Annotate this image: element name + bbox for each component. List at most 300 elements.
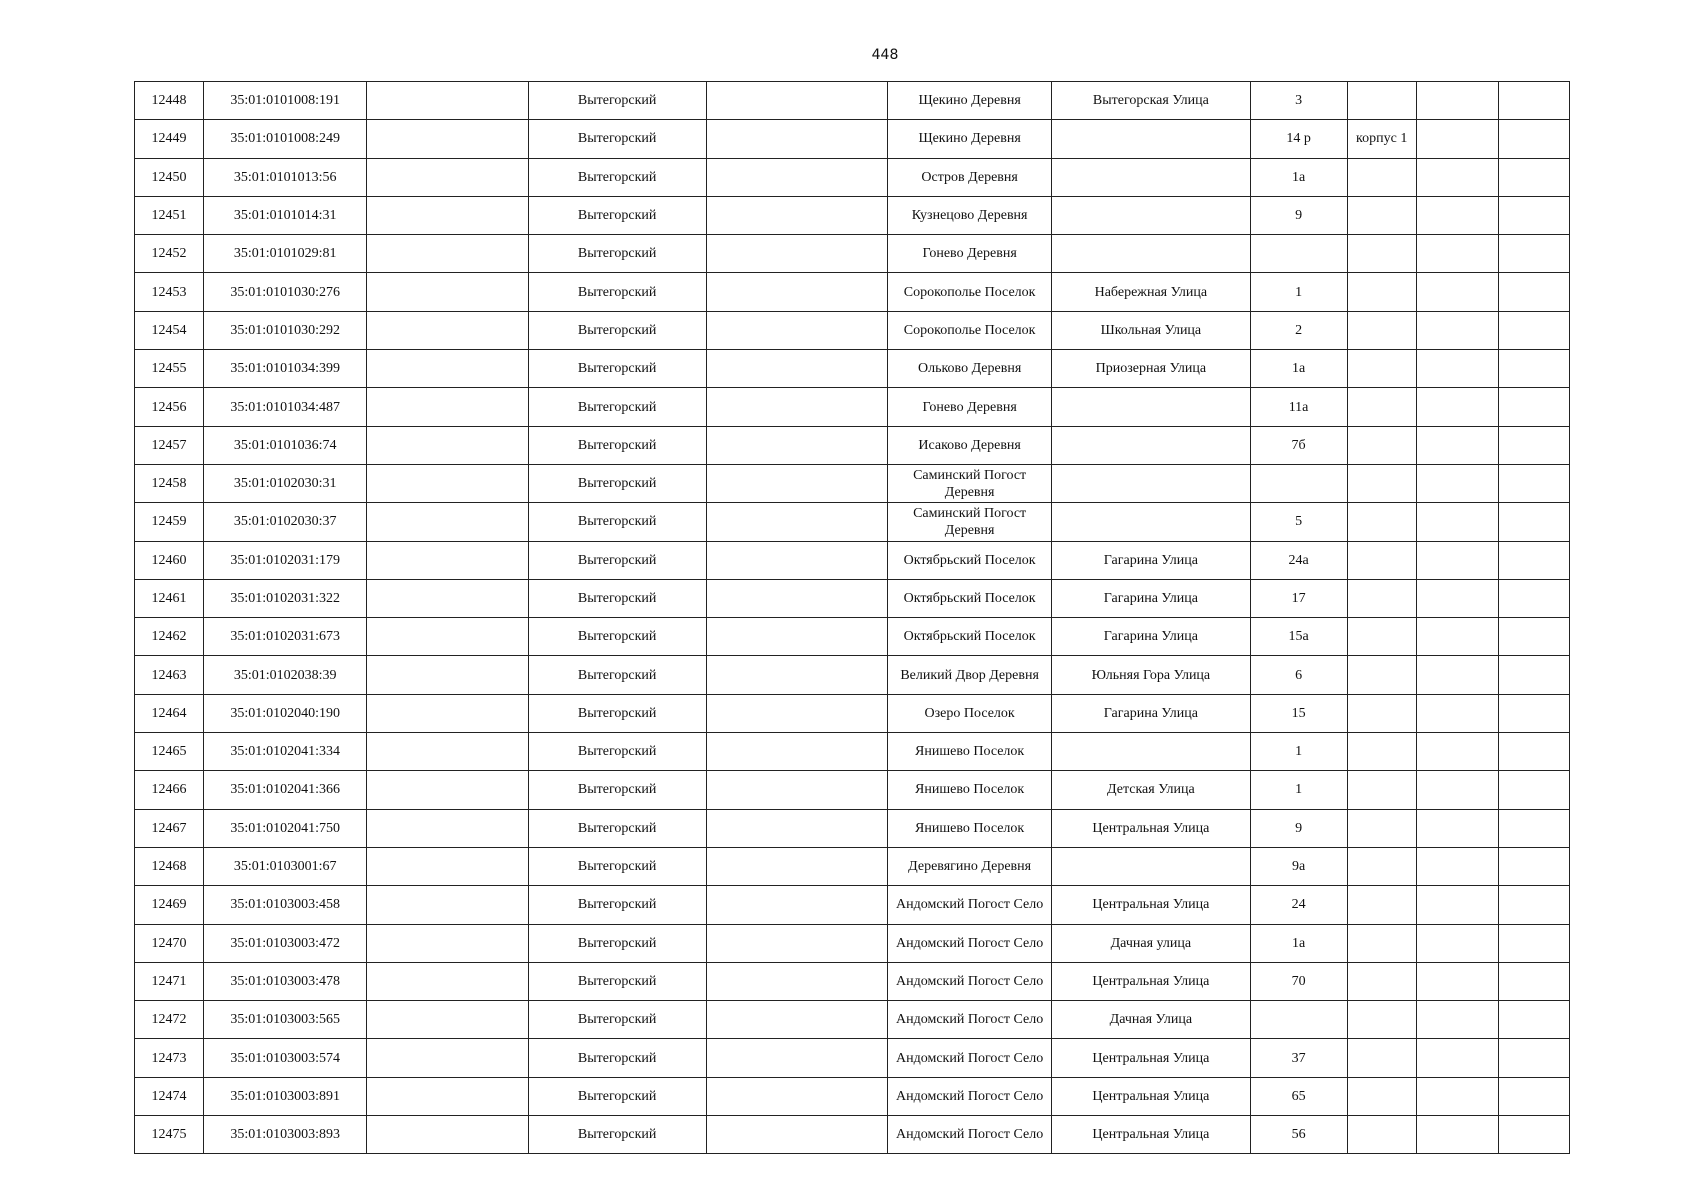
empty-cell — [1416, 656, 1498, 694]
cadastral-number-cell: 35:01:0103001:67 — [204, 847, 367, 885]
cadastral-number-cell: 35:01:0103003:565 — [204, 1001, 367, 1039]
empty-cell — [367, 82, 528, 120]
empty-cell — [1498, 809, 1569, 847]
empty-cell — [1416, 235, 1498, 273]
empty-cell — [367, 350, 528, 388]
row-number-cell: 12475 — [135, 1116, 204, 1154]
empty-cell — [1498, 388, 1569, 426]
empty-cell — [367, 273, 528, 311]
locality-cell: Гонево Деревня — [888, 388, 1052, 426]
district-cell: Вытегорский — [528, 886, 706, 924]
cadastral-number-cell: 35:01:0102041:334 — [204, 733, 367, 771]
locality-cell: Саминский Погост Деревня — [888, 503, 1052, 541]
district-cell: Вытегорский — [528, 694, 706, 732]
table-row — [135, 235, 1570, 273]
cadastral-number-cell: 35:01:0101030:292 — [204, 311, 367, 349]
street-cell — [1052, 733, 1250, 771]
district-cell: Вытегорский — [528, 541, 706, 579]
empty-cell — [1498, 350, 1569, 388]
empty-cell — [1416, 158, 1498, 196]
cadastral-number-cell: 35:01:0102031:322 — [204, 579, 367, 617]
house-number-cell: 6 — [1250, 656, 1347, 694]
street-cell — [1052, 196, 1250, 234]
table-row — [135, 82, 1570, 120]
empty-cell — [706, 924, 887, 962]
cadastral-number-cell: 35:01:0103003:891 — [204, 1077, 367, 1115]
empty-cell — [1498, 311, 1569, 349]
street-cell: Вытегорская Улица — [1052, 82, 1250, 120]
empty-cell — [1498, 618, 1569, 656]
row-number-cell: 12451 — [135, 196, 204, 234]
building-cell — [1347, 503, 1416, 541]
house-number-cell: 37 — [1250, 1039, 1347, 1077]
row-number-cell: 12463 — [135, 656, 204, 694]
locality-cell: Ольково Деревня — [888, 350, 1052, 388]
empty-cell — [1416, 1039, 1498, 1077]
empty-cell — [367, 388, 528, 426]
building-cell — [1347, 809, 1416, 847]
street-cell: Набережная Улица — [1052, 273, 1250, 311]
table-row — [135, 733, 1570, 771]
locality-cell: Андомский Погост Село — [888, 1077, 1052, 1115]
empty-cell — [1498, 235, 1569, 273]
empty-cell — [1416, 541, 1498, 579]
empty-cell — [1498, 1039, 1569, 1077]
locality-cell: Андомский Погост Село — [888, 1039, 1052, 1077]
locality-cell: Кузнецово Деревня — [888, 196, 1052, 234]
locality-cell: Андомский Погост Село — [888, 924, 1052, 962]
house-number-cell: 17 — [1250, 579, 1347, 617]
house-number-cell: 9 — [1250, 196, 1347, 234]
empty-cell — [367, 235, 528, 273]
empty-cell — [706, 273, 887, 311]
street-cell — [1052, 120, 1250, 158]
district-cell: Вытегорский — [528, 311, 706, 349]
district-cell: Вытегорский — [528, 426, 706, 464]
table-row — [135, 809, 1570, 847]
street-cell — [1052, 847, 1250, 885]
empty-cell — [1498, 847, 1569, 885]
house-number-cell: 11а — [1250, 388, 1347, 426]
cadastral-number-cell: 35:01:0103003:574 — [204, 1039, 367, 1077]
row-number-cell: 12467 — [135, 809, 204, 847]
locality-cell: Щекино Деревня — [888, 120, 1052, 158]
district-cell: Вытегорский — [528, 82, 706, 120]
locality-cell: Щекино Деревня — [888, 82, 1052, 120]
table-row — [135, 886, 1570, 924]
empty-cell — [1416, 1116, 1498, 1154]
empty-cell — [367, 120, 528, 158]
empty-cell — [706, 733, 887, 771]
table-row — [135, 120, 1570, 158]
empty-cell — [706, 82, 887, 120]
empty-cell — [367, 771, 528, 809]
building-cell — [1347, 311, 1416, 349]
empty-cell — [1498, 464, 1569, 502]
house-number-cell: 70 — [1250, 962, 1347, 1000]
empty-cell — [1498, 771, 1569, 809]
empty-cell — [706, 694, 887, 732]
street-cell: Гагарина Улица — [1052, 618, 1250, 656]
street-cell: Дачная улица — [1052, 924, 1250, 962]
empty-cell — [1416, 618, 1498, 656]
street-cell: Гагарина Улица — [1052, 694, 1250, 732]
building-cell — [1347, 886, 1416, 924]
empty-cell — [1498, 733, 1569, 771]
table-row — [135, 618, 1570, 656]
cadastral-number-cell: 35:01:0101013:56 — [204, 158, 367, 196]
empty-cell — [706, 847, 887, 885]
street-cell — [1052, 426, 1250, 464]
house-number-cell: 3 — [1250, 82, 1347, 120]
district-cell: Вытегорский — [528, 962, 706, 1000]
locality-cell: Андомский Погост Село — [888, 962, 1052, 1000]
locality-cell: Исаково Деревня — [888, 426, 1052, 464]
house-number-cell: 1 — [1250, 273, 1347, 311]
empty-cell — [706, 1116, 887, 1154]
row-number-cell: 12455 — [135, 350, 204, 388]
house-number-cell: 24а — [1250, 541, 1347, 579]
empty-cell — [706, 962, 887, 1000]
empty-cell — [706, 503, 887, 541]
cadastral-number-cell: 35:01:0101034:399 — [204, 350, 367, 388]
district-cell: Вытегорский — [528, 350, 706, 388]
empty-cell — [1498, 656, 1569, 694]
table-row — [135, 1001, 1570, 1039]
empty-cell — [1416, 196, 1498, 234]
empty-cell — [1416, 924, 1498, 962]
empty-cell — [367, 733, 528, 771]
building-cell — [1347, 196, 1416, 234]
cadastral-number-cell: 35:01:0101008:249 — [204, 120, 367, 158]
building-cell — [1347, 1001, 1416, 1039]
empty-cell — [367, 1077, 528, 1115]
cadastral-number-cell: 35:01:0101034:487 — [204, 388, 367, 426]
empty-cell — [1498, 886, 1569, 924]
empty-cell — [1416, 579, 1498, 617]
locality-cell: Андомский Погост Село — [888, 886, 1052, 924]
building-cell — [1347, 541, 1416, 579]
district-cell: Вытегорский — [528, 1001, 706, 1039]
empty-cell — [1498, 426, 1569, 464]
empty-cell — [367, 196, 528, 234]
row-number-cell: 12449 — [135, 120, 204, 158]
empty-cell — [706, 311, 887, 349]
empty-cell — [1416, 886, 1498, 924]
empty-cell — [367, 503, 528, 541]
locality-cell: Янишево Поселок — [888, 809, 1052, 847]
district-cell: Вытегорский — [528, 924, 706, 962]
empty-cell — [1416, 694, 1498, 732]
empty-cell — [367, 886, 528, 924]
cadastral-number-cell: 35:01:0103003:472 — [204, 924, 367, 962]
cadastral-number-cell: 35:01:0101029:81 — [204, 235, 367, 273]
locality-cell: Андомский Погост Село — [888, 1116, 1052, 1154]
row-number-cell: 12461 — [135, 579, 204, 617]
street-cell: Гагарина Улица — [1052, 541, 1250, 579]
empty-cell — [706, 1077, 887, 1115]
street-cell — [1052, 235, 1250, 273]
empty-cell — [367, 656, 528, 694]
district-cell: Вытегорский — [528, 235, 706, 273]
empty-cell — [367, 1116, 528, 1154]
empty-cell — [1498, 120, 1569, 158]
row-number-cell: 12470 — [135, 924, 204, 962]
house-number-cell: 65 — [1250, 1077, 1347, 1115]
house-number-cell: 1а — [1250, 350, 1347, 388]
row-number-cell: 12466 — [135, 771, 204, 809]
building-cell — [1347, 656, 1416, 694]
building-cell — [1347, 847, 1416, 885]
empty-cell — [367, 1001, 528, 1039]
cadastral-number-cell: 35:01:0102030:37 — [204, 503, 367, 541]
table-row — [135, 771, 1570, 809]
empty-cell — [706, 1001, 887, 1039]
house-number-cell — [1250, 1001, 1347, 1039]
row-number-cell: 12469 — [135, 886, 204, 924]
row-number-cell: 12452 — [135, 235, 204, 273]
row-number-cell: 12460 — [135, 541, 204, 579]
building-cell — [1347, 618, 1416, 656]
table-row — [135, 656, 1570, 694]
street-cell: Центральная Улица — [1052, 1116, 1250, 1154]
street-cell — [1052, 464, 1250, 502]
empty-cell — [367, 579, 528, 617]
empty-cell — [706, 350, 887, 388]
empty-cell — [706, 618, 887, 656]
table-row — [135, 350, 1570, 388]
building-cell — [1347, 388, 1416, 426]
empty-cell — [367, 694, 528, 732]
building-cell — [1347, 1077, 1416, 1115]
empty-cell — [1416, 809, 1498, 847]
building-cell — [1347, 694, 1416, 732]
locality-cell: Озеро Поселок — [888, 694, 1052, 732]
building-cell — [1347, 273, 1416, 311]
street-cell: Юльняя Гора Улица — [1052, 656, 1250, 694]
street-cell: Центральная Улица — [1052, 1077, 1250, 1115]
row-number-cell: 12454 — [135, 311, 204, 349]
empty-cell — [1416, 311, 1498, 349]
street-cell — [1052, 503, 1250, 541]
building-cell — [1347, 464, 1416, 502]
house-number-cell: 14 р — [1250, 120, 1347, 158]
empty-cell — [706, 464, 887, 502]
building-cell — [1347, 733, 1416, 771]
cadastral-number-cell: 35:01:0102041:366 — [204, 771, 367, 809]
district-cell: Вытегорский — [528, 120, 706, 158]
locality-cell: Саминский Погост Деревня — [888, 464, 1052, 502]
empty-cell — [1498, 924, 1569, 962]
house-number-cell: 56 — [1250, 1116, 1347, 1154]
cadastral-number-cell: 35:01:0102031:179 — [204, 541, 367, 579]
cadastral-number-cell: 35:01:0101036:74 — [204, 426, 367, 464]
empty-cell — [1416, 847, 1498, 885]
house-number-cell: 1 — [1250, 771, 1347, 809]
row-number-cell: 12459 — [135, 503, 204, 541]
empty-cell — [367, 158, 528, 196]
district-cell: Вытегорский — [528, 733, 706, 771]
empty-cell — [706, 579, 887, 617]
locality-cell: Великий Двор Деревня — [888, 656, 1052, 694]
table-row — [135, 579, 1570, 617]
empty-cell — [367, 618, 528, 656]
cadastral-number-cell: 35:01:0103003:458 — [204, 886, 367, 924]
street-cell: Дачная Улица — [1052, 1001, 1250, 1039]
district-cell: Вытегорский — [528, 388, 706, 426]
row-number-cell: 12473 — [135, 1039, 204, 1077]
street-cell: Гагарина Улица — [1052, 579, 1250, 617]
building-cell — [1347, 350, 1416, 388]
district-cell: Вытегорский — [528, 196, 706, 234]
district-cell: Вытегорский — [528, 1077, 706, 1115]
row-number-cell: 12456 — [135, 388, 204, 426]
empty-cell — [1416, 464, 1498, 502]
empty-cell — [1498, 82, 1569, 120]
empty-cell — [706, 388, 887, 426]
building-cell — [1347, 426, 1416, 464]
empty-cell — [1416, 350, 1498, 388]
house-number-cell — [1250, 235, 1347, 273]
empty-cell — [1498, 694, 1569, 732]
house-number-cell: 7б — [1250, 426, 1347, 464]
street-cell: Центральная Улица — [1052, 886, 1250, 924]
empty-cell — [1498, 273, 1569, 311]
house-number-cell: 9а — [1250, 847, 1347, 885]
locality-cell: Янишево Поселок — [888, 733, 1052, 771]
empty-cell — [1498, 1001, 1569, 1039]
row-number-cell: 12450 — [135, 158, 204, 196]
house-number-cell: 24 — [1250, 886, 1347, 924]
street-cell: Центральная Улица — [1052, 809, 1250, 847]
table-row — [135, 962, 1570, 1000]
empty-cell — [367, 464, 528, 502]
street-cell: Центральная Улица — [1052, 962, 1250, 1000]
table-row — [135, 1039, 1570, 1077]
empty-cell — [706, 120, 887, 158]
empty-cell — [1416, 82, 1498, 120]
table-row — [135, 503, 1570, 541]
cadastral-number-cell: 35:01:0103003:478 — [204, 962, 367, 1000]
empty-cell — [367, 962, 528, 1000]
empty-cell — [1498, 196, 1569, 234]
cadastral-number-cell: 35:01:0102030:31 — [204, 464, 367, 502]
cadastral-number-cell: 35:01:0102031:673 — [204, 618, 367, 656]
district-cell: Вытегорский — [528, 1039, 706, 1077]
house-number-cell: 5 — [1250, 503, 1347, 541]
building-cell — [1347, 771, 1416, 809]
empty-cell — [367, 847, 528, 885]
district-cell: Вытегорский — [528, 503, 706, 541]
table-row — [135, 158, 1570, 196]
district-cell: Вытегорский — [528, 809, 706, 847]
cadastral-number-cell: 35:01:0101014:31 — [204, 196, 367, 234]
empty-cell — [1498, 1077, 1569, 1115]
empty-cell — [706, 541, 887, 579]
row-number-cell: 12472 — [135, 1001, 204, 1039]
table-row — [135, 273, 1570, 311]
house-number-cell: 9 — [1250, 809, 1347, 847]
district-cell: Вытегорский — [528, 847, 706, 885]
district-cell: Вытегорский — [528, 1116, 706, 1154]
building-cell — [1347, 924, 1416, 962]
locality-cell: Андомский Погост Село — [888, 1001, 1052, 1039]
building-cell — [1347, 235, 1416, 273]
house-number-cell: 1а — [1250, 158, 1347, 196]
page-number: 448 — [871, 47, 899, 63]
house-number-cell — [1250, 464, 1347, 502]
street-cell: Центральная Улица — [1052, 1039, 1250, 1077]
cadastral-number-cell: 35:01:0103003:893 — [204, 1116, 367, 1154]
cadastral-number-cell: 35:01:0102040:190 — [204, 694, 367, 732]
district-cell: Вытегорский — [528, 579, 706, 617]
empty-cell — [1416, 120, 1498, 158]
empty-cell — [706, 158, 887, 196]
empty-cell — [706, 886, 887, 924]
district-cell: Вытегорский — [528, 464, 706, 502]
table-row — [135, 1116, 1570, 1154]
locality-cell: Октябрьский Поселок — [888, 541, 1052, 579]
empty-cell — [1416, 1001, 1498, 1039]
row-number-cell: 12453 — [135, 273, 204, 311]
empty-cell — [367, 924, 528, 962]
table-row — [135, 311, 1570, 349]
row-number-cell: 12465 — [135, 733, 204, 771]
table-row — [135, 847, 1570, 885]
empty-cell — [1416, 1077, 1498, 1115]
district-cell: Вытегорский — [528, 771, 706, 809]
empty-cell — [367, 809, 528, 847]
empty-cell — [1416, 273, 1498, 311]
cadastral-number-cell: 35:01:0101008:191 — [204, 82, 367, 120]
row-number-cell: 12462 — [135, 618, 204, 656]
house-number-cell: 2 — [1250, 311, 1347, 349]
locality-cell: Остров Деревня — [888, 158, 1052, 196]
row-number-cell: 12448 — [135, 82, 204, 120]
empty-cell — [1416, 426, 1498, 464]
row-number-cell: 12457 — [135, 426, 204, 464]
empty-cell — [367, 1039, 528, 1077]
empty-cell — [706, 235, 887, 273]
district-cell: Вытегорский — [528, 158, 706, 196]
street-cell — [1052, 158, 1250, 196]
house-number-cell: 1а — [1250, 924, 1347, 962]
house-number-cell: 15а — [1250, 618, 1347, 656]
locality-cell: Сорокополье Поселок — [888, 311, 1052, 349]
empty-cell — [367, 311, 528, 349]
cadastral-number-cell: 35:01:0102038:39 — [204, 656, 367, 694]
empty-cell — [1498, 503, 1569, 541]
table-row — [135, 694, 1570, 732]
empty-cell — [1416, 503, 1498, 541]
building-cell — [1347, 962, 1416, 1000]
building-cell — [1347, 579, 1416, 617]
building-cell — [1347, 158, 1416, 196]
street-cell: Детская Улица — [1052, 771, 1250, 809]
table-row — [135, 426, 1570, 464]
row-number-cell: 12458 — [135, 464, 204, 502]
building-cell: корпус 1 — [1347, 120, 1416, 158]
empty-cell — [706, 1039, 887, 1077]
registry-table — [134, 81, 1570, 1154]
locality-cell: Октябрьский Поселок — [888, 579, 1052, 617]
empty-cell — [706, 771, 887, 809]
empty-cell — [1416, 962, 1498, 1000]
table-row — [135, 541, 1570, 579]
empty-cell — [1498, 579, 1569, 617]
building-cell — [1347, 1116, 1416, 1154]
empty-cell — [706, 196, 887, 234]
